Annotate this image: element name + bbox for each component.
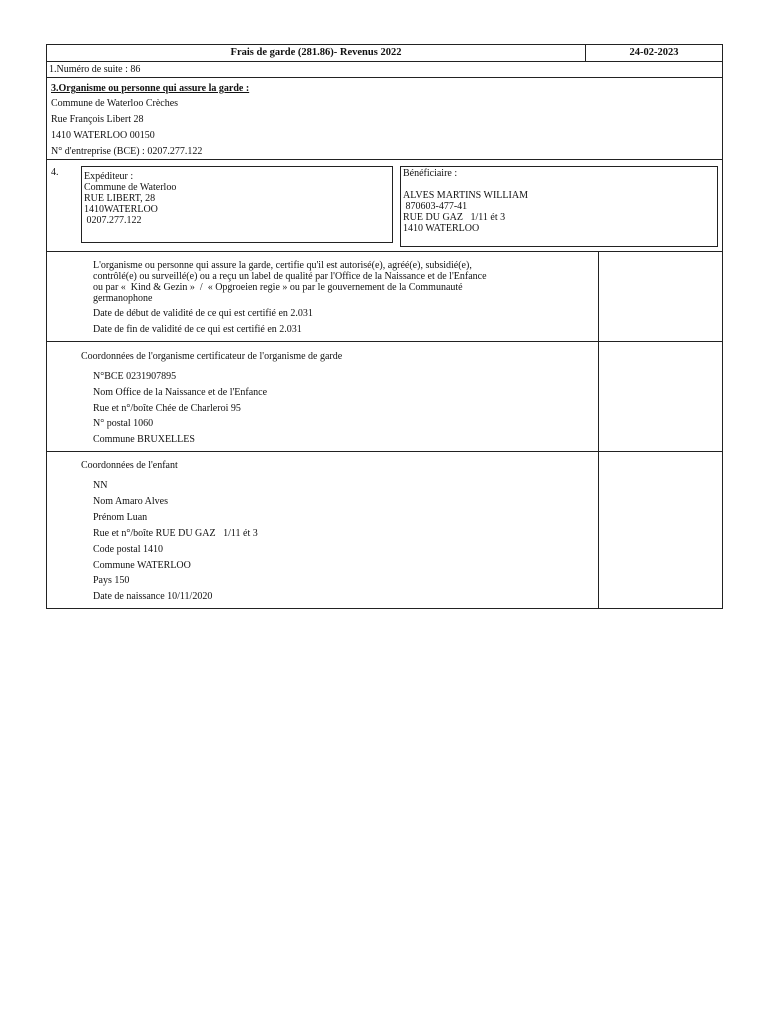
certification-line3: ou par « Kind & Gezin » / « Opgroeien regie » ou par le gouvernement de la Communauté: [93, 282, 463, 293]
certifier-name: Nom Office de la Naissance et de l'Enfance: [93, 387, 268, 398]
certifier-street: Rue et n°/boîte Chée de Charleroi 95: [93, 403, 241, 414]
beneficiaire-nn: 870603-477-41: [403, 201, 468, 212]
expediteur-street: RUE LIBERT, 28: [84, 193, 156, 204]
expediteur-city: 1410WATERLOO: [84, 204, 158, 215]
certifier-commune: Commune BRUXELLES: [93, 434, 195, 445]
child-country: Pays 150: [93, 575, 130, 586]
child-heading: Coordonnées de l'enfant: [81, 460, 178, 471]
child-street: Rue et n°/boîte RUE DU GAZ 1/11 ét 3: [93, 528, 258, 539]
certifier-bce: N°BCE 0231907895: [93, 371, 177, 382]
header-bottom-line: [46, 61, 723, 62]
organisme-city: 1410 WATERLOO 00150: [51, 130, 155, 141]
section4-number: 4.: [51, 167, 59, 178]
certification-line1: L'organisme ou personne qui assure la garde, certifie qu'il est autorisé(e), agréé(e), subsidié(e),: [93, 260, 472, 271]
certifier-postal: N° postal 1060: [93, 418, 154, 429]
validity-start: Date de début de validité de ce qui est certifié en 2.031: [93, 308, 313, 319]
certification-line2: contrôlé(e) ou surveillé(e) ou a reçu un label de qualité par l'Office de la Naissance et de l'Enfance: [93, 271, 487, 282]
certification-line4: germanophone: [93, 293, 153, 304]
expediteur-name: Commune de Waterloo: [84, 182, 177, 193]
child-birthdate: Date de naissance 10/11/2020: [93, 591, 213, 602]
child-lastname: Nom Amaro Alves: [93, 496, 168, 507]
expediteur-bce: 0207.277.122: [84, 215, 142, 226]
child-commune: Commune WATERLOO: [93, 560, 191, 571]
organisme-street: Rue François Libert 28: [51, 114, 144, 125]
certification-bottom-line: [46, 341, 723, 342]
organisme-heading: 3.Organisme ou personne qui assure la garde :: [51, 83, 250, 94]
certifier-bottom-line: [46, 451, 723, 452]
validity-end: Date de fin de validité de ce qui est certifié en 2.031: [93, 324, 302, 335]
beneficiaire-city: 1410 WATERLOO: [403, 223, 480, 234]
organisme-bce: N° d'entreprise (BCE) : 0207.277.122: [51, 146, 203, 157]
beneficiaire-label: Bénéficiaire :: [403, 168, 458, 179]
beneficiaire-name: ALVES MARTINS WILLIAM: [403, 190, 528, 201]
section3-bottom-line: [46, 159, 723, 160]
form-date: 24-02-2023: [629, 47, 679, 58]
section4-bottom-line: [46, 251, 723, 252]
lower-right-divider: [598, 251, 599, 609]
sequence-bottom-line: [46, 77, 723, 78]
child-nn: NN: [93, 480, 108, 491]
form-title: Frais de garde (281.86)- Revenus 2022: [230, 47, 402, 58]
child-postal: Code postal 1410: [93, 544, 163, 555]
sequence-number: 1.Numéro de suite : 86: [49, 64, 141, 75]
beneficiaire-street: RUE DU GAZ 1/11 ét 3: [403, 212, 506, 223]
expediteur-label: Expéditeur :: [84, 171, 134, 182]
certifier-heading: Coordonnées de l'organisme certificateur de l'organisme de garde: [81, 351, 343, 362]
child-firstname: Prénom Luan: [93, 512, 148, 523]
organisme-name: Commune de Waterloo Crèches: [51, 98, 179, 109]
